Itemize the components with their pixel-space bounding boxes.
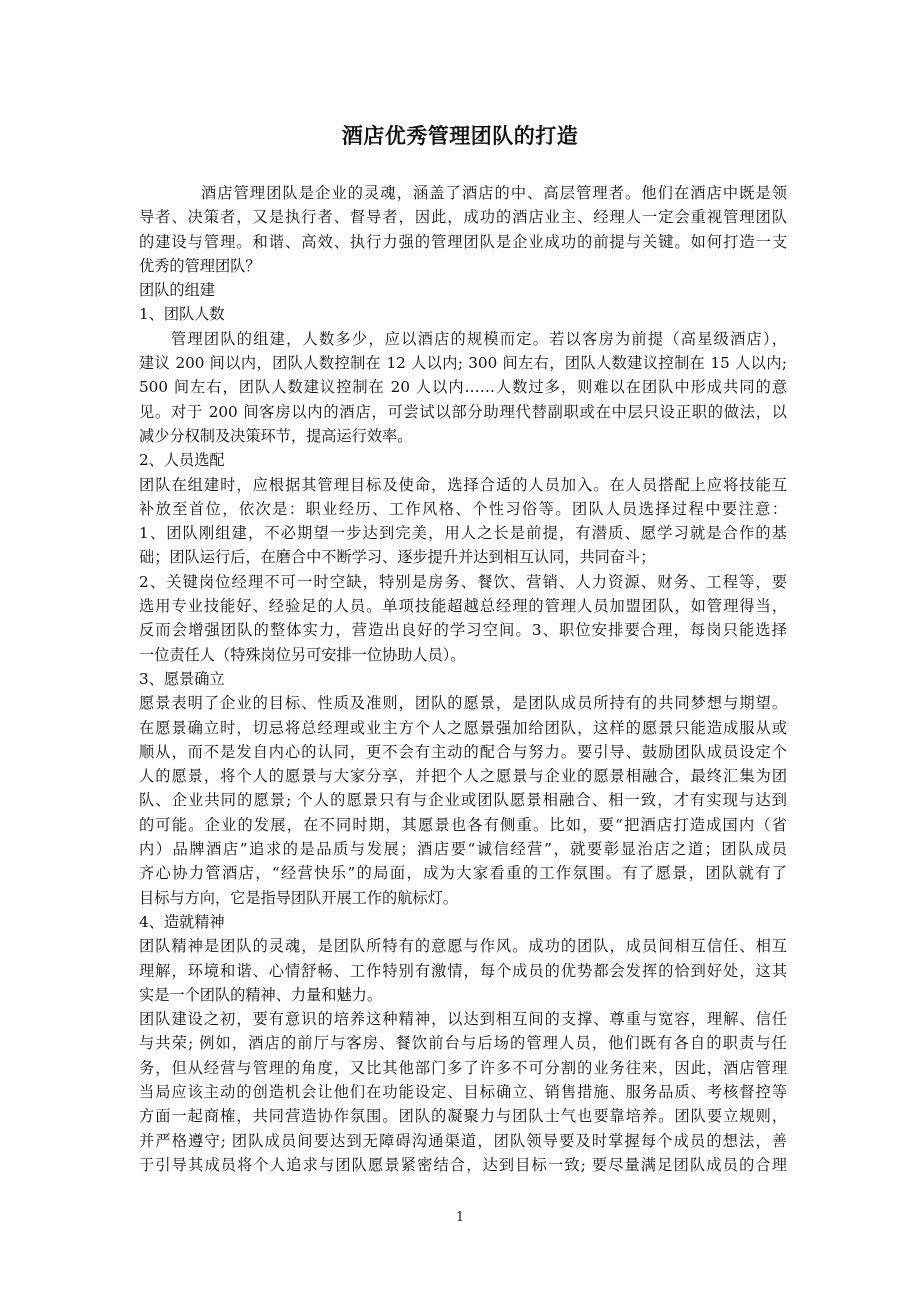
text-line: 1、团队刚组建，不必期望一步达到完美，用人之长是前提，有潜质、愿学习就是合作的基 — [139, 524, 787, 543]
text-line: 反而会增强团队的整体实力，营造出良好的学习空间。3、职位安排要合理，每岗只能选择 — [139, 621, 787, 640]
text-line: 当局应该主动的创造机会让他们在功能设定、目标确立、销售措施、服务品质、考核督控等 — [139, 1082, 787, 1101]
text-line: 团队在组建时，应根据其管理目标及使命，选择合适的人员加入。在人员搭配上应将技能互 — [139, 475, 787, 494]
text-line: 2、关键岗位经理不可一时空缺，特别是房务、餐饮、营销、人力资源、财务、工程等，要 — [139, 572, 787, 591]
text-line: 实是一个团队的精神、力量和魅力。 — [139, 985, 382, 1004]
text-line: 方面一起商榷，共同营造协作氛围。团队的凝聚力与团队士气也要靠培养。团队要立规则， — [139, 1107, 787, 1126]
text-line: 础；团队运行后，在磨合中不断学习、逐步提升并达到相互认同，共同奋斗； — [139, 548, 656, 567]
text-line: 建议 200 间以内，团队人数控制在 12 人以内; 300 间左右，团队人数建议控制在 15 人以内; — [139, 354, 787, 373]
text-line: 酒店管理团队是企业的灵魂，涵盖了酒店的中、高层管理者。他们在酒店中既是领 — [201, 184, 787, 202]
text-line: 务，但从经营与管理的角度，又比其他部门多了许多不可分割的业务往来，因此，酒店管理 — [139, 1058, 787, 1077]
text-line: 内）品牌酒店”追求的是品质与发展；酒店要“诚信经营”，就要彰显治店之道；团队成员 — [139, 840, 787, 859]
text-line: 团队建设之初，要有意识的培养这种精神，以达到相互间的支撑、尊重与宽容，理解、信任 — [139, 1010, 787, 1029]
text-line: 一位责任人（特殊岗位另可安排一位协助人员）。 — [139, 645, 466, 664]
text-line: 1、团队人数 — [139, 305, 225, 324]
document-body — [139, 181, 787, 1177]
text-line: 减少分权制及决策环节，提高运行效率。 — [139, 426, 413, 445]
text-line: 500 间左右，团队人数建议控制在 20 人以内……人数过多，则难以在团队中形成共同的意 — [139, 378, 787, 397]
text-line: 队、企业共同的愿景; 个人的愿景只有与企业或团队愿景相融合、相一致，才有实现与达到 — [139, 791, 787, 810]
text-line: 选用专业技能好、经验足的人员。单项技能超越总经理的管理人员加盟团队，如管理得当， — [139, 597, 787, 616]
text-line: 见。对于 200 间客房以内的酒店，可尝试以部分助理代替副职或在中层只设正职的做法，以 — [139, 402, 787, 421]
page-number: 1 — [455, 1210, 465, 1225]
text-line: 2、人员选配 — [139, 451, 225, 470]
text-line: 人的愿景，将个人的愿景与大家分享，并把个人之愿景与企业的愿景相融合，最终汇集为团 — [139, 767, 787, 786]
text-line: 的建设与管理。和谐、高效、执行力强的管理团队是企业成功的前提与关键。如何打造一支 — [139, 232, 787, 251]
text-line: 团队精神是团队的灵魂，是团队所特有的意愿与作风。成功的团队，成员间相互信任、相互 — [139, 937, 787, 956]
text-line: 在愿景确立时，切忌将总经理或业主方个人之愿景强加给团队，这样的愿景只能造成服从或 — [139, 718, 787, 737]
text-line: 愿景表明了企业的目标、性质及准则，团队的愿景，是团队成员所持有的共同梦想与期望。 — [139, 694, 787, 713]
text-line: 导者、决策者，又是执行者、督导者，因此，成功的酒店业主、经理人一定会重视管理团队 — [139, 208, 787, 227]
text-line: 补放至首位，依次是：职业经历、工作风格、个性习俗等。团队人员选择过程中要注意： — [139, 499, 787, 518]
text-line: 的可能。企业的发展，在不同时期，其愿景也各有侧重。比如，要“把酒店打造成国内（省 — [139, 815, 787, 834]
text-line: 与共荣; 例如，酒店的前厅与客房、餐饮前台与后场的管理人员，他们既有各自的职责与任 — [139, 1034, 787, 1053]
text-line: 顺从，而不是发自内心的认同，更不会有主动的配合与努力。要引导、鼓励团队成员设定个 — [139, 742, 787, 761]
text-line: 目标与方向，它是指导团队开展工作的航标灯。 — [139, 888, 458, 907]
text-line: 优秀的管理团队？ — [139, 256, 261, 275]
document-title: 酒店优秀管理团队的打造 — [341, 124, 579, 148]
text-line: 团队的组建 — [139, 281, 215, 300]
text-line: 于引导其成员将个人追求与团队愿景紧密结合，达到目标一致; 要尽量满足团队成员的合理 — [139, 1155, 787, 1174]
text-line: 4、造就精神 — [139, 912, 225, 931]
text-line: 3、愿景确立 — [139, 669, 225, 688]
text-line: 并严格遵守; 团队成员间要达到无障碍沟通渠道，团队领导要及时掌握每个成员的想法，善 — [139, 1131, 787, 1150]
text-line: 齐心协力管酒店，“经营快乐”的局面，成为大家看重的工作氛围。有了愿景，团队就有了 — [139, 864, 787, 883]
text-line: 理解，环境和谐、心情舒畅、工作特别有激情，每个成员的优势都会发挥的恰到好处，这其 — [139, 961, 787, 980]
text-line: 管理团队的组建，人数多少，应以酒店的规模而定。若以客房为前提（高星级酒店）， — [171, 329, 787, 348]
